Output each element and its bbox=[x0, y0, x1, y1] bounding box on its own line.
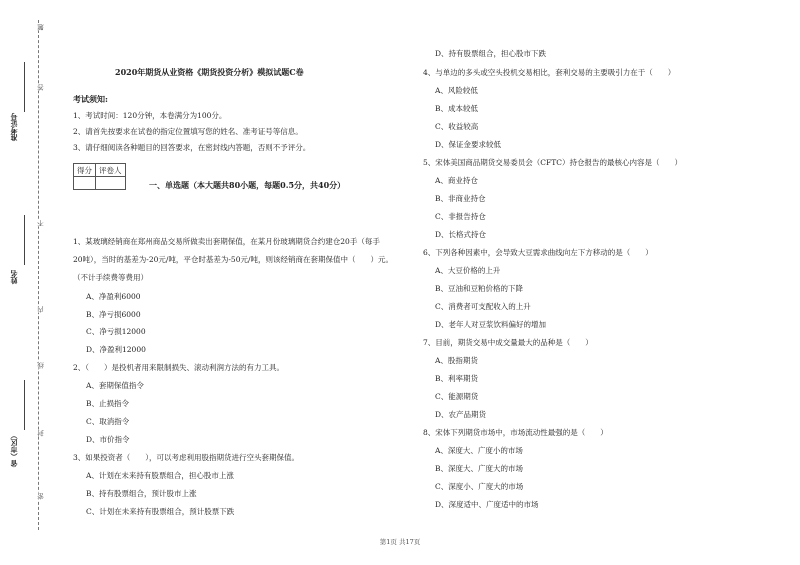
seal-mark: 线 bbox=[37, 362, 45, 369]
option: B、深度大、广度大的市场 bbox=[435, 464, 524, 473]
option: C、消费者可支配收入的上升 bbox=[435, 302, 531, 311]
exam-id-line bbox=[24, 62, 25, 112]
score-cell bbox=[74, 177, 96, 190]
option: C、收益较高 bbox=[435, 122, 479, 131]
seal-line bbox=[38, 20, 39, 530]
option: B、持有股票组合，预计股市上涨 bbox=[86, 489, 197, 498]
option: D、农产品期货 bbox=[435, 410, 487, 419]
grader-label: 评卷人 bbox=[96, 164, 126, 177]
option: B、利率期货 bbox=[435, 374, 479, 383]
option: C、净亏损12000 bbox=[86, 327, 146, 336]
question-stem: 5、宋体美国商品期货交易委员会（CFTC）持仓报告的最核心内容是（ ） bbox=[423, 158, 682, 167]
option: B、净亏损6000 bbox=[86, 310, 141, 319]
name-label: 姓名 bbox=[10, 270, 18, 284]
option: A、净盈利6000 bbox=[86, 292, 141, 301]
option: B、非商业持仓 bbox=[435, 194, 486, 203]
question-stem: 6、下列各种因素中，会导致大豆需求曲线向左下方移动的是（ ） bbox=[423, 248, 653, 257]
option: B、成本较低 bbox=[435, 104, 479, 113]
province-label: 省（市区） bbox=[10, 432, 18, 467]
seal-mark: 答 bbox=[37, 84, 45, 91]
question-stem: 7、目前，期货交易中成交量最大的品种是（ ） bbox=[423, 338, 593, 347]
option: D、老年人对豆浆饮料偏好的增加 bbox=[435, 320, 547, 329]
notice-item: 2、请首先按要求在试卷的指定位置填写您的姓名、准考证号等信息。 bbox=[73, 127, 303, 136]
question-stem: （不计手续费等费用） bbox=[73, 273, 148, 282]
seal-mark: 密 bbox=[37, 493, 45, 500]
option: A、大豆价格的上升 bbox=[435, 266, 501, 275]
notice-heading: 考试须知: bbox=[73, 94, 108, 104]
page-title: 2020年期货从业资格《期货投资分析》模拟试题C卷 bbox=[115, 67, 304, 77]
option: C、计划在未来持有股票组合，预计股票下跌 bbox=[86, 507, 235, 516]
section-title: 一、单选题（本大题共80小题，每题0.5分，共40分） bbox=[149, 180, 346, 190]
option: C、能源期货 bbox=[435, 392, 479, 401]
seal-mark: 不 bbox=[37, 220, 45, 227]
option: A、计划在未来持有股票组合，担心股市上涨 bbox=[86, 471, 234, 480]
option: A、套期保值指令 bbox=[86, 381, 144, 390]
name-line bbox=[24, 215, 25, 265]
question-stem: 3、如果投资者（ ），可以考虑利用股指期货进行空头套期保值。 bbox=[73, 453, 300, 462]
page-number: 第1页 共17页 bbox=[379, 538, 421, 546]
score-label: 得分 bbox=[74, 164, 96, 177]
option: D、长格式持仓 bbox=[435, 230, 487, 239]
option: C、取消指令 bbox=[86, 417, 130, 426]
option: D、市价指令 bbox=[86, 435, 130, 444]
option: B、豆油和豆粕价格的下降 bbox=[435, 284, 524, 293]
grader-cell bbox=[96, 177, 126, 190]
question-stem: 20吨），当时的基差为-20元/吨，平仓时基差为-50元/吨，则该经销商在套期保值中（ ）元。 bbox=[73, 255, 394, 264]
seal-mark: 题 bbox=[37, 24, 45, 31]
option: A、股指期货 bbox=[435, 356, 478, 365]
question-stem: 8、宋体下列期货市场中，市场流动性最强的是（ ） bbox=[423, 428, 608, 437]
option: C、非报告持仓 bbox=[435, 212, 486, 221]
notice-item: 3、请仔细阅读各种题目的回答要求，在密封线内答题，否则不予评分。 bbox=[73, 143, 311, 152]
option: A、商业持仓 bbox=[435, 176, 478, 185]
exam-id-label: 准考证号 bbox=[10, 113, 18, 141]
option: D、持有股票组合，担心股市下跌 bbox=[435, 49, 547, 58]
option: A、深度大、广度小的市场 bbox=[435, 446, 523, 455]
seal-mark: 内 bbox=[37, 306, 45, 313]
question-stem: 2、（ ）是投机者用来限制损失、滚动利润方法的有力工具。 bbox=[73, 363, 285, 372]
province-line bbox=[24, 380, 25, 430]
score-table bbox=[73, 163, 126, 190]
option: D、保证金要求较低 bbox=[435, 140, 502, 149]
option: D、净盈利12000 bbox=[86, 345, 146, 354]
option: A、风险较低 bbox=[435, 86, 478, 95]
seal-mark: 封 bbox=[37, 430, 45, 437]
question-stem: 4、与单边的多头或空头投机交易相比，套利交易的主要吸引力在于（ ） bbox=[423, 68, 676, 77]
option: B、止损指令 bbox=[86, 399, 130, 408]
option: D、深度适中、广度适中的市场 bbox=[435, 500, 539, 509]
option: C、深度小、广度大的市场 bbox=[435, 482, 524, 491]
question-stem: 1、某玻璃经销商在郑州商品交易所做卖出套期保值，在某月份玻璃期货合约建仓20手（每手 bbox=[73, 237, 380, 246]
notice-item: 1、考试时间：120分钟，本卷满分为100分。 bbox=[73, 111, 227, 120]
